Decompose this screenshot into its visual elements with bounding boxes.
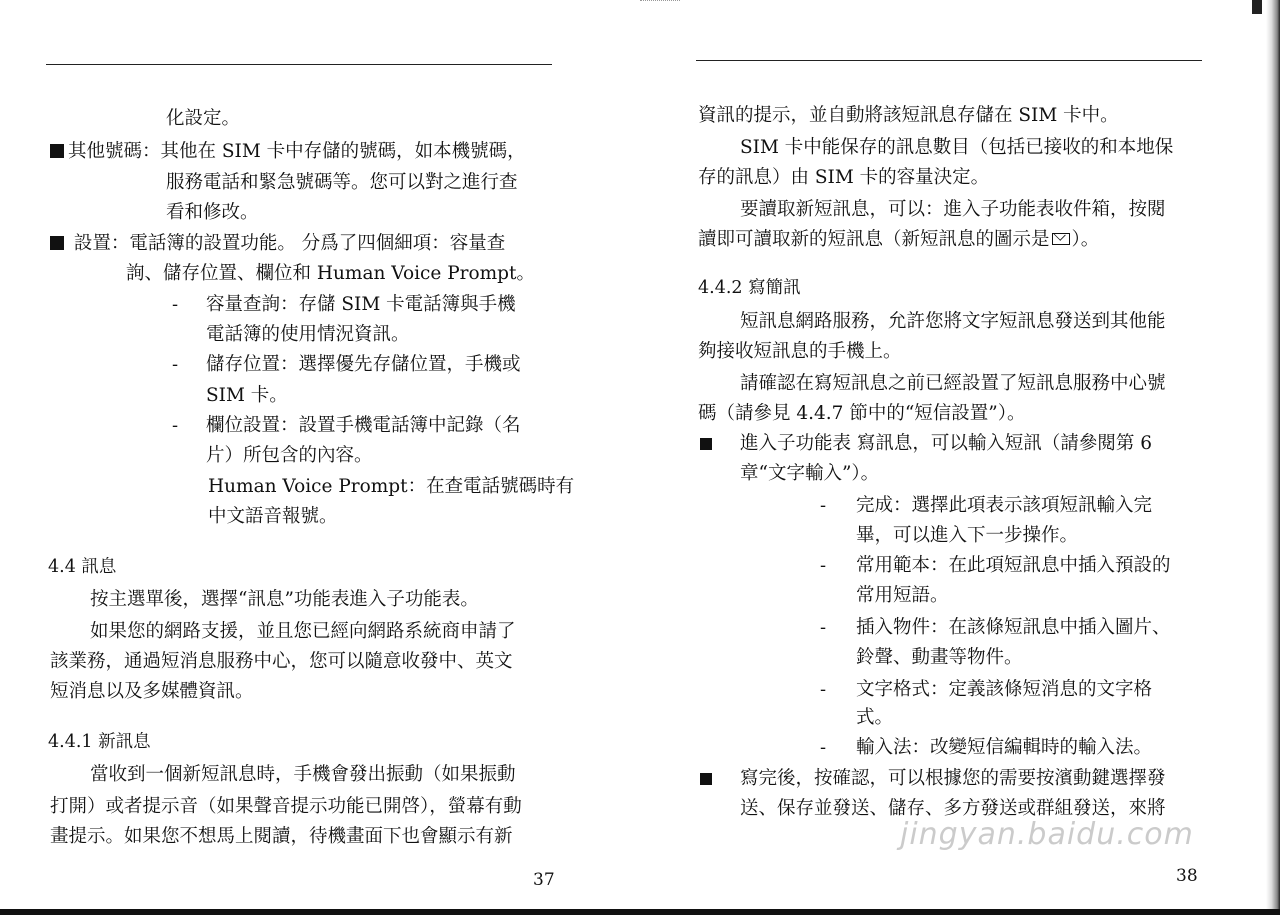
text-line: 文字格式：定義該條短消息的文字格 — [856, 679, 1153, 700]
section-heading: 4.4 訊息 — [48, 557, 117, 577]
left-page — [0, 0, 620, 915]
text-line: 短消息以及多媒體資訊。 — [50, 681, 254, 702]
dash-bullet: - — [820, 495, 827, 516]
square-bullet-icon — [50, 144, 64, 158]
page-number: 37 — [533, 870, 555, 890]
dash-bullet: - — [172, 354, 179, 375]
text-line: 進入子功能表 寫訊息，可以輸入短訊（請參閱第 6 — [740, 433, 1153, 454]
text-line: 夠接收短訊息的手機上。 — [698, 341, 902, 362]
dash-bullet: - — [820, 555, 827, 576]
page-number: 38 — [1176, 866, 1198, 886]
square-bullet-icon — [700, 438, 712, 450]
text-line: 寫完後，按確認，可以根據您的需要按濱動鍵選擇發 — [740, 768, 1166, 789]
scan-bottom-edge — [0, 909, 1280, 915]
text-line: 中文語音報號。 — [208, 506, 338, 527]
text-line: 插入物件：在該條短訊息中插入圖片、 — [856, 617, 1171, 638]
text-line: 鈴聲、動畫等物件。 — [856, 647, 1023, 668]
text-line: 化設定。 — [166, 108, 241, 129]
text-line: 其他號碼：其他在 SIM 卡中存儲的號碼，如本機號碼， — [68, 141, 526, 162]
bullet-item-settings — [50, 232, 505, 256]
scan-right-edge — [1266, 0, 1280, 915]
text-line: 畢，可以進入下一步操作。 — [856, 525, 1079, 546]
right-page — [640, 0, 1280, 915]
header-rule — [46, 64, 552, 65]
bullet-item-after-writing — [700, 767, 716, 791]
scan-artifact — [640, 0, 680, 1]
text-line: 服務電話和緊急號碼等。您可以對之進行查 — [166, 172, 518, 193]
section-heading: 4.4.1 新訊息 — [48, 732, 151, 752]
text-line: 請確認在寫短訊息之前已經設置了短訊息服務中心號 — [740, 373, 1166, 394]
text-line: 資訊的提示，並自動將該短訊息存儲在 SIM 卡中。 — [698, 105, 1119, 126]
header-rule — [696, 60, 1202, 61]
dash-bullet: - — [820, 737, 827, 758]
text-line: SIM 卡。 — [206, 385, 288, 406]
text-line: 要讀取新短訊息，可以：進入子功能表收件箱，按閱 — [740, 199, 1166, 220]
text-line: 讀即可讀取新的短訊息（新短訊息的圖示是 — [698, 229, 1050, 250]
text-line: ）。 — [1071, 229, 1100, 250]
text-line: 儲存位置：選擇優先存儲位置，手機或 — [206, 354, 521, 375]
text-line: 該業務，通過短消息服務中心，您可以隨意收發中、英文 — [50, 651, 513, 672]
scan-corner-mark — [1252, 0, 1262, 14]
text-line: 按主選單後，選擇“訊息”功能表進入子功能表。 — [90, 589, 479, 610]
bullet-item-write-message — [700, 432, 716, 456]
text-line: 常用範本：在此項短訊息中插入預設的 — [856, 555, 1171, 576]
text-line: 常用短語。 — [856, 585, 949, 606]
text-line: 如果您的網路支援，並且您已經向網路系統商申請了 — [90, 621, 516, 642]
text-line: 式。 — [856, 707, 894, 728]
square-bullet-icon — [700, 773, 712, 785]
text-line: Human Voice Prompt：在查電話號碼時有 — [208, 476, 575, 497]
dash-bullet: - — [172, 294, 179, 315]
section-heading: 4.4.2 寫簡訊 — [698, 278, 801, 298]
text-line: 片）所包含的內容。 — [206, 445, 373, 466]
text-line: 畫提示。如果您不想馬上閱讀，待機畫面下也會顯示有新 — [50, 826, 513, 847]
text-line: 章“文字輸入”）。 — [740, 463, 880, 484]
envelope-icon — [1052, 233, 1070, 245]
dash-bullet: - — [820, 679, 827, 700]
text-line: 短訊息網路服務，允許您將文字短訊息發送到其他能 — [740, 311, 1166, 332]
dash-bullet: - — [820, 617, 827, 638]
watermark: jingyan.baidu.com — [900, 817, 1194, 852]
text-line: 存的訊息）由 SIM 卡的容量決定。 — [698, 167, 990, 188]
square-bullet-icon — [50, 236, 64, 250]
text-line: 送、保存並發送、儲存、多方發送或群組發送，來將 — [740, 798, 1166, 819]
text-line: 完成：選擇此項表示該項短訊輸入完 — [856, 495, 1153, 516]
text-line: 碼（請參見 4.4.7 節中的“短信設置”）。 — [698, 403, 1026, 424]
text-line: 容量查詢：存儲 SIM 卡電話簿與手機 — [206, 294, 516, 315]
text-line: 詢、儲存位置、欄位和 Human Voice Prompt。 — [126, 263, 535, 284]
bullet-item-other-numbers — [50, 140, 526, 164]
text-line: 電話簿的使用情況資訊。 — [206, 324, 410, 345]
text-line: 當收到一個新短訊息時，手機會發出振動（如果振動 — [90, 764, 516, 785]
text-line: 輸入法：改變短信編輯時的輸入法。 — [856, 737, 1153, 758]
dash-bullet: - — [172, 415, 179, 436]
text-line: 打開）或者提示音（如果聲音提示功能已開啓），螢幕有動 — [50, 796, 522, 817]
text-line: 看和修改。 — [166, 202, 259, 223]
text-line: 設置：電話簿的設置功能。 分爲了四個細項：容量查 — [73, 233, 506, 254]
text-line: SIM 卡中能保存的訊息數目（包括已接收的和本地保 — [740, 137, 1174, 158]
text-line: 欄位設置：設置手機電話簿中記錄（名 — [206, 415, 521, 436]
text-line-with-icon — [698, 228, 1099, 252]
